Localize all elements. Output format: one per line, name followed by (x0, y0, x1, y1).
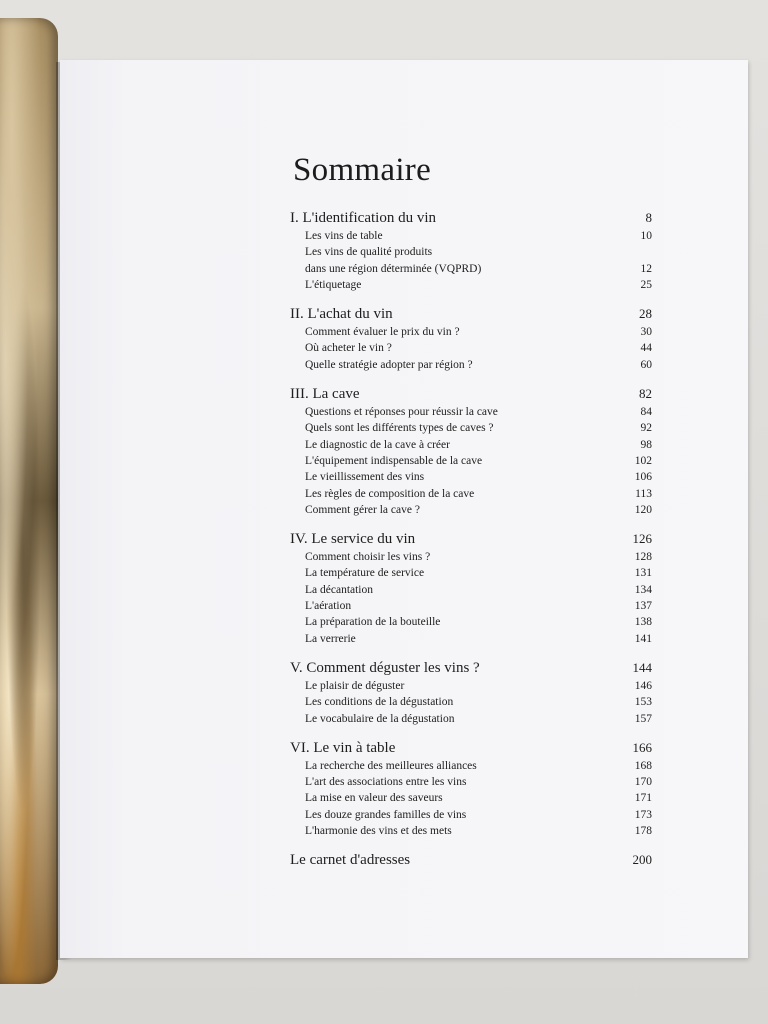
toc-item-page: 153 (634, 696, 652, 709)
toc-item-label: Quelle stratégie adopter par région ? (305, 358, 473, 371)
toc-item-page: 146 (634, 679, 652, 692)
toc-item-label: La recherche des meilleures alliances (305, 759, 477, 772)
toc-item-label: Le vocabulaire de la dégustation (305, 712, 455, 725)
chapter-1 (290, 208, 652, 293)
toc-item (290, 453, 652, 469)
toc-item (290, 324, 652, 340)
chapter-page: 126 (632, 531, 652, 547)
chapter-page: 82 (639, 386, 652, 402)
toc-item-page: 178 (634, 825, 652, 838)
toc-item-label: Les vins de qualité produits (305, 246, 433, 259)
chapter-page: 8 (645, 210, 652, 225)
page-title: Sommaire (293, 152, 432, 188)
toc-item (290, 614, 652, 630)
toc-item-label: L'équipement indispensable de la cave (305, 454, 483, 467)
toc-item-page: 138 (634, 616, 652, 629)
toc-item (290, 244, 652, 260)
chapter-page: 166 (632, 739, 652, 755)
chapter-title: IV. Le service du vin (290, 531, 416, 548)
toc-item (290, 565, 652, 581)
table-of-contents (290, 208, 652, 870)
toc-item (290, 774, 652, 790)
chapter-title: V. Comment déguster les vins ? (290, 659, 480, 676)
toc-item-label: Questions et réponses pour réussir la cave (305, 406, 498, 419)
toc-item-page: 30 (640, 326, 652, 339)
toc-item (290, 340, 652, 356)
toc-item-page: 157 (634, 712, 652, 725)
toc-item (290, 469, 652, 485)
toc-item (290, 357, 652, 373)
toc-item-page: 12 (640, 262, 652, 275)
facing-page-photo (0, 18, 58, 984)
toc-item-label: Comment choisir les vins ? (305, 551, 431, 564)
toc-item-label: Les conditions de la dégustation (305, 696, 454, 709)
chapter-title: I. L'identification du vin (290, 210, 437, 226)
toc-item-page: 106 (634, 471, 652, 484)
chapter-4 (290, 529, 652, 647)
chapter-title: VI. Le vin à table (290, 739, 396, 756)
toc-item-page: 134 (634, 583, 652, 596)
toc-item-page: 141 (634, 632, 652, 645)
chapter-heading (290, 529, 652, 549)
toc-item (290, 598, 652, 614)
chapter-2 (290, 304, 652, 373)
toc-item-label: La préparation de la bouteille (305, 616, 441, 629)
toc-item-page: 171 (634, 792, 652, 805)
toc-item-label: Comment évaluer le prix du vin ? (305, 326, 460, 339)
toc-item (290, 549, 652, 565)
final-section-title: Le carnet d'adresses (290, 852, 411, 869)
toc-item-label: La verrerie (305, 632, 356, 645)
toc-item (290, 823, 652, 839)
chapter-3 (290, 384, 652, 518)
toc-item (290, 678, 652, 694)
toc-item-label: L'aération (305, 600, 352, 613)
chapter-title: III. La cave (290, 386, 360, 403)
chapter-heading (290, 304, 652, 324)
book-page (60, 60, 748, 958)
final-section-heading (290, 850, 652, 870)
toc-item-page: 170 (634, 776, 652, 789)
toc-item-page: 98 (640, 438, 652, 451)
toc-item (290, 420, 652, 436)
toc-item-page: 137 (634, 600, 652, 613)
chapter-heading (290, 208, 652, 228)
toc-item-page: 168 (634, 759, 652, 772)
toc-item (290, 437, 652, 453)
toc-item-page: 25 (640, 278, 652, 291)
chapter-title: II. L'achat du vin (290, 306, 393, 323)
toc-item-page: 44 (640, 342, 652, 355)
toc-item-label: La température de service (305, 567, 425, 580)
toc-item (290, 694, 652, 710)
toc-item-label: Où acheter le vin ? (305, 342, 392, 355)
toc-item-page: 60 (640, 358, 652, 371)
toc-item (290, 582, 652, 598)
toc-item-label: Quels sont les différents types de caves ? (305, 422, 494, 435)
chapter-heading (290, 658, 652, 678)
toc-item-label: L'harmonie des vins et des mets (305, 825, 452, 838)
final-section-page: 200 (632, 852, 652, 868)
toc-item-label: Les règles de composition de la cave (305, 487, 475, 500)
toc-item (290, 261, 652, 277)
toc-item-label: Le plaisir de déguster (305, 679, 405, 692)
toc-item-page: 84 (640, 406, 652, 419)
toc-item-label: Le vieillissement des vins (305, 471, 425, 484)
toc-item-label: Les douze grandes familles de vins (305, 808, 467, 821)
toc-item (290, 807, 652, 823)
toc-item-label: Le diagnostic de la cave à créer (305, 438, 450, 451)
toc-item-label: Les vins de table (305, 230, 383, 242)
chapter-6 (290, 738, 652, 839)
toc-item-page: 10 (640, 230, 652, 242)
toc-item (290, 404, 652, 420)
toc-item-label: Comment gérer la cave ? (305, 503, 420, 516)
chapter-5 (290, 658, 652, 727)
toc-item (290, 277, 652, 293)
toc-item (290, 228, 652, 244)
toc-item-page: 128 (634, 551, 652, 564)
toc-item-label: L'étiquetage (305, 278, 362, 291)
toc-item (290, 502, 652, 518)
toc-item-page: 120 (634, 503, 652, 516)
toc-item (290, 711, 652, 727)
toc-item-page: 113 (635, 487, 652, 500)
toc-item-page: 131 (634, 567, 652, 580)
chapter-heading (290, 384, 652, 404)
toc-item-label: L'art des associations entre les vins (305, 776, 467, 789)
toc-item (290, 790, 652, 806)
toc-item-page: 102 (634, 454, 652, 467)
chapter-heading (290, 738, 652, 758)
toc-item (290, 486, 652, 502)
toc-item (290, 631, 652, 647)
chapter-page: 144 (632, 659, 652, 675)
chapter-page: 28 (639, 306, 652, 322)
toc-item-page: 92 (640, 422, 652, 435)
toc-item-label: La décantation (305, 583, 374, 596)
toc-item-label: La mise en valeur des saveurs (305, 792, 443, 805)
toc-item-page: 173 (634, 808, 652, 821)
toc-item-label: dans une région déterminée (VQPRD) (305, 262, 482, 275)
toc-item (290, 758, 652, 774)
